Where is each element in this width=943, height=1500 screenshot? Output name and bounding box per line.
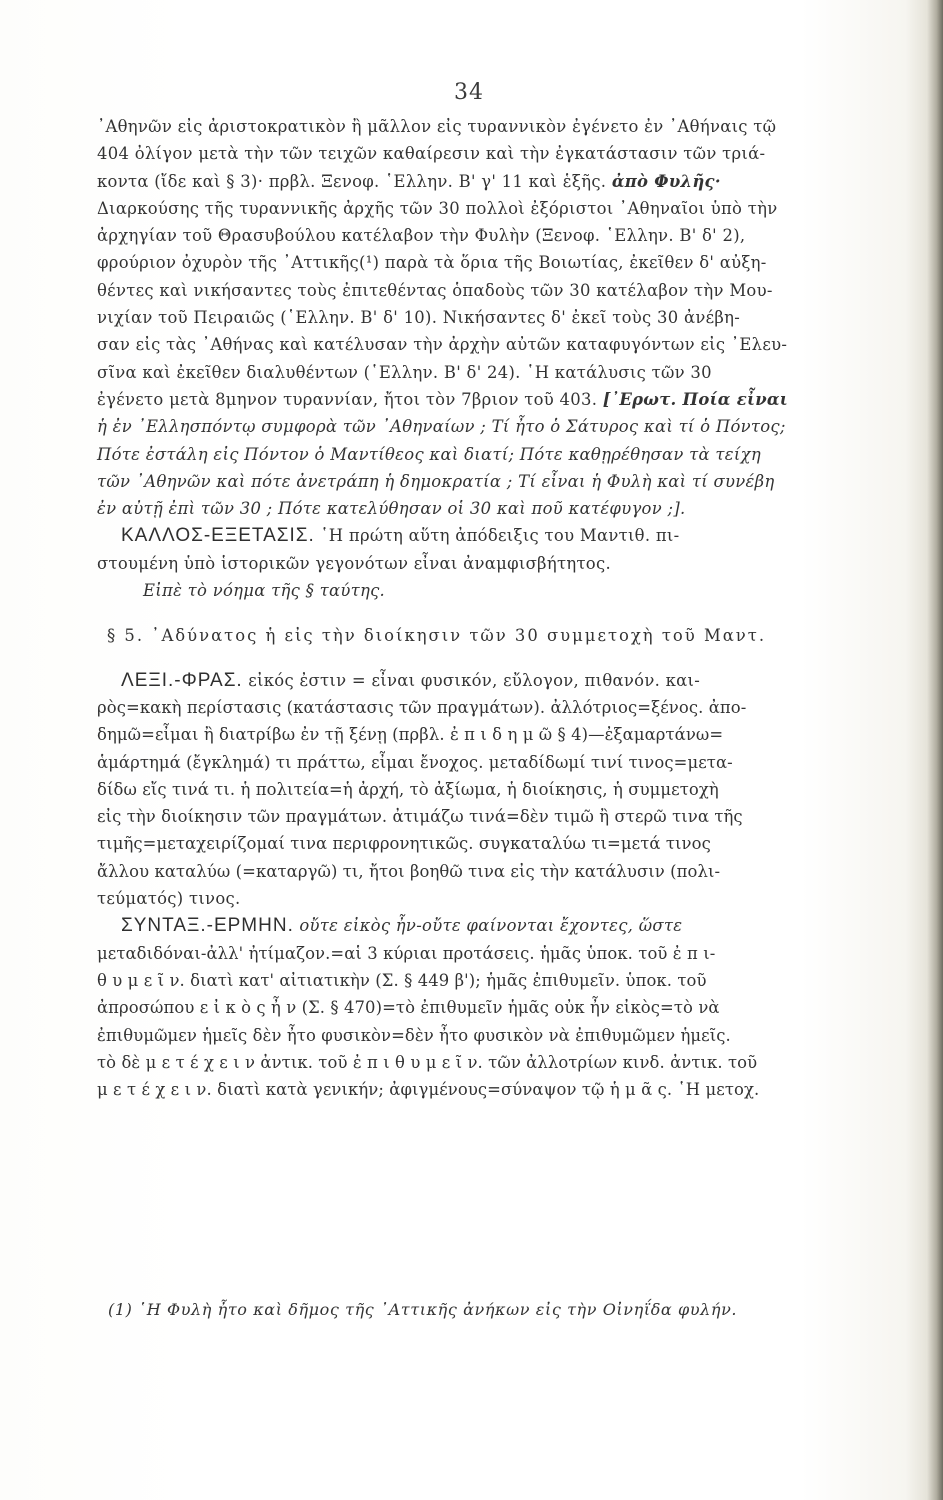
text-span: σαν εἰς τὰς ᾿Αθήνας καὶ κατέλυσαν τὴν ἀρχὴν αὐτῶν καταφυγόντων εἰς ᾿Ελευ-: [97, 335, 788, 355]
text-line: [97, 1049, 869, 1076]
kallos-italic-line: [97, 577, 869, 604]
text-line: [97, 386, 869, 413]
text-span: ρὸς=κακὴ περίστασις (κατάστασις τῶν πραγμάτων). ἀλλότριος=ξένος. ἀπο-: [97, 697, 747, 717]
text-line: [97, 331, 869, 358]
text-span: τὸ δὲ μ ε τ έ χ ε ι ν ἀντικ. τοῦ ἐ π ι θ υ μ ε ῖ ν. τῶν ἀλλοτρίων κινδ. ἀντικ. τοῦ: [97, 1052, 758, 1072]
footnote: (1) ῾Η Φυλὴ ἦτο καὶ δῆμος τῆς ᾿Αττικῆς ἀνήκων εἰς τὴν Οἰνηΐδα φυλήν.: [108, 1300, 738, 1319]
text-span: ῾Η πρώτη αὕτη ἀπόδειξις του Μαντιθ. πι-: [320, 526, 680, 546]
text-line: [97, 885, 869, 912]
text-span: Εἰπὲ τὸ νόημα τῆς § ταύτης.: [143, 581, 386, 601]
text-span: μ ε τ έ χ ε ι ν. διατὶ κατὰ γενικήν; ἀφιγμένους=σύναψον τῷ ἡ μ ᾶ ς. ῾Η μετοχ.: [97, 1080, 760, 1100]
text-line: [97, 803, 869, 830]
text-line: [97, 140, 869, 167]
text-span: ἡ ἐν ᾿Ελλησπόντῳ συμφορὰ τῶν ᾿Αθηναίων ; Τί ἦτο ὁ Σάτυρος καὶ τί ὁ Πόντος;: [97, 417, 786, 437]
text-span: τιμῆς=μεταχειρίζομαί τινα περιφρονητικῶς. συγκαταλύω τι=μετά τινος: [97, 834, 711, 854]
text-span: τεύματός) τινος.: [97, 889, 241, 909]
book-spine-shadow: [927, 0, 943, 1500]
text-span: ἐν αὐτῇ ἐπὶ τῶν 30 ; Πότε κατελύθησαν οἱ 30 καὶ ποῦ κατέφυγον ;].: [97, 499, 686, 519]
text-line: [97, 940, 869, 967]
question-line: [97, 495, 869, 522]
text-line: [97, 694, 869, 721]
text-line: [97, 721, 869, 748]
text-span: δίδω εἴς τινά τι. ἡ πολιτεία=ἡ ἀρχή, τὸ ἀξίωμα, ἡ διοίκησις, ἡ συμμετοχὴ: [97, 779, 719, 799]
question-line: [97, 468, 869, 495]
text-span: ἀπροσώπου ε ἰ κ ὸ ς ἦ ν (Σ. § 470)=τὸ ἐπιθυμεῖν ἡμᾶς οὐκ ἦν εἰκὸς=τὸ νὰ: [97, 998, 720, 1018]
text-span: στουμένη ὑπὸ ἱστορικῶν γεγονότων εἶναι ἀναμφισβήτητος.: [97, 553, 611, 573]
text-line: [97, 359, 869, 386]
text-span: 404 ὀλίγον μετὰ τὴν τῶν τειχῶν καθαίρεσιν καὶ τὴν ἐγκατάστασιν τῶν τριά-: [97, 144, 766, 164]
text-span: οὔτε εἰκὸς ἦν-οὔτε φαίνονται ἔχοντες, ὥστε: [299, 916, 683, 936]
section-heading: [97, 622, 869, 649]
syntax-line: [97, 912, 869, 939]
text-line: [97, 1076, 869, 1103]
text-span: θ υ μ ε ῖ ν. διατὶ κατ' αἰτιατικὴν (Σ. § 449 β'); ἡμᾶς ἐπιθυμεῖν. ὑποκ. τοῦ: [97, 970, 707, 990]
page-number: 34: [454, 80, 484, 105]
spacer: [97, 650, 869, 667]
text-line: [97, 222, 869, 249]
text-line: [97, 249, 869, 276]
text-span: μεταδιδόναι-ἀλλ' ἠτίμαζον.=αἱ 3 κύριαι προτάσεις. ἡμᾶς ὑποκ. τοῦ ἐ π ι-: [97, 943, 716, 963]
text-span: εἰς τὴν διοίκησιν τῶν πραγμάτων. ἀτιμάζω τινά=δὲν τιμῶ ἢ στερῶ τινα τῆς: [97, 807, 743, 827]
text-span: Πότε ἐστάλη εἰς Πόντον ὁ Μαντίθεος καὶ διατί; Πότε καθῃρέθησαν τὰ τείχη: [97, 444, 761, 464]
text-span: εἰκός ἐστιν = εἶναι φυσικόν, εὔλογον, πιθανόν. και-: [248, 670, 701, 690]
text-line: [97, 749, 869, 776]
text-span: ᾿Αθηνῶν εἰς ἀριστοκρατικὸν ἢ μᾶλλον εἰς τυραννικὸν ἐγένετο ἐν ᾿Αθήναις τῷ: [97, 117, 777, 136]
text-span: ἀρχηγίαν τοῦ Θρασυβούλου κατέλαβον τὴν Φυλὴν (Ξενοφ. ῾Ελλην. Β' δ' 2),: [97, 226, 746, 246]
kallos-line: [97, 522, 869, 549]
kallos-label: ΚΑΛΛΟΣ-ΕΞΕΤΑΣΙΣ.: [121, 525, 315, 547]
text-span: § 5. ᾿Αδύνατος ἡ εἰς τὴν διοίκησιν τῶν 30 συμμετοχὴ τοῦ Μαντ.: [107, 626, 767, 646]
text-span: ἐπιθυμῶμεν ἡμεῖς δὲν ἦτο φυσικὸν=δὲν ἦτο φυσικὸν νὰ ἐπιθυμῶμεν ἡμεῖς.: [97, 1025, 731, 1045]
text-span: κοντα (ἴδε καὶ § 3)· πρβλ. Ξενοφ. ῾Ελλην. Β' γ' 11 καὶ ἑξῆς.: [97, 171, 607, 191]
text-line: [97, 168, 869, 195]
text-span: σῖνα καὶ ἐκεῖθεν διαλυθέντων (῾Ελλην. Β' δ' 24). ῾Η κατάλυσις τῶν 30: [97, 362, 712, 382]
question-start: [᾿Ερωτ. Ποία εἶναι: [602, 389, 789, 409]
text-line: [97, 830, 869, 857]
text-line: [97, 994, 869, 1021]
text-span: φρούριον ὀχυρὸν τῆς ᾿Αττικῆς(¹) παρὰ τὰ ὅρια τῆς Βοιωτίας, ἐκεῖθεν δ' αὐξη-: [97, 253, 767, 273]
question-line: [97, 441, 869, 468]
text-line: [97, 304, 869, 331]
italic-phrase: ἀπὸ Φυλῆς·: [611, 171, 721, 191]
main-text: [97, 113, 869, 1103]
lexi-line: [97, 667, 869, 694]
text-span: δημῶ=εἶμαι ἢ διατρίβω ἐν τῇ ξένῃ (πρβλ. ἐ π ι δ η μ ῶ § 4)—ἐξαμαρτάνω=: [97, 725, 724, 745]
text-line: [97, 550, 869, 577]
text-line: [97, 776, 869, 803]
text-span: Διαρκούσης τῆς τυραννικῆς ἀρχῆς τῶν 30 πολλοὶ ἐξόριστοι ᾿Αθηναῖοι ὑπὸ τὴν: [97, 198, 778, 218]
text-line: [97, 277, 869, 304]
text-span: ἐγένετο μετὰ 8μηνον τυραννίαν, ἤτοι τὸν 7βριον τοῦ 403.: [97, 389, 598, 409]
text-span: νιχίαν τοῦ Πειραιῶς (῾Ελλην. Β' δ' 10). Νικήσαντες δ' ἐκεῖ τοὺς 30 ἀνέβη-: [97, 308, 741, 328]
spacer: [97, 604, 869, 622]
lexi-label: ΛΕΞΙ.-ΦΡΑΣ.: [121, 669, 243, 691]
text-line: [97, 967, 869, 994]
text-line: [97, 1022, 869, 1049]
text-line: [97, 195, 869, 222]
syntax-label: ΣΥΝΤΑΞ.-ΕΡΜΗΝ.: [121, 915, 294, 937]
text-span: θέντες καὶ νικήσαντες τοὺς ἐπιτεθέντας ὁπαδοὺς τῶν 30 κατέλαβον τὴν Μου-: [97, 280, 773, 300]
question-line: [97, 413, 869, 440]
text-span: ἄλλου καταλύω (=καταργῶ) τι, ἤτοι βοηθῶ τινα εἰς τὴν κατάλυσιν (πολι-: [97, 861, 721, 881]
text-line: [97, 858, 869, 885]
text-span: τῶν ᾿Αθηνῶν καὶ πότε ἀνετράπη ἡ δημοκρατία ; Τί εἶναι ἡ Φυλὴ καὶ τί συνέβη: [97, 471, 775, 491]
text-line: [97, 113, 869, 140]
text-span: ἁμάρτημά (ἔγκλημά) τι πράττω, εἶμαι ἔνοχος. μεταδίδωμί τινί τινος=μετα-: [97, 752, 733, 772]
